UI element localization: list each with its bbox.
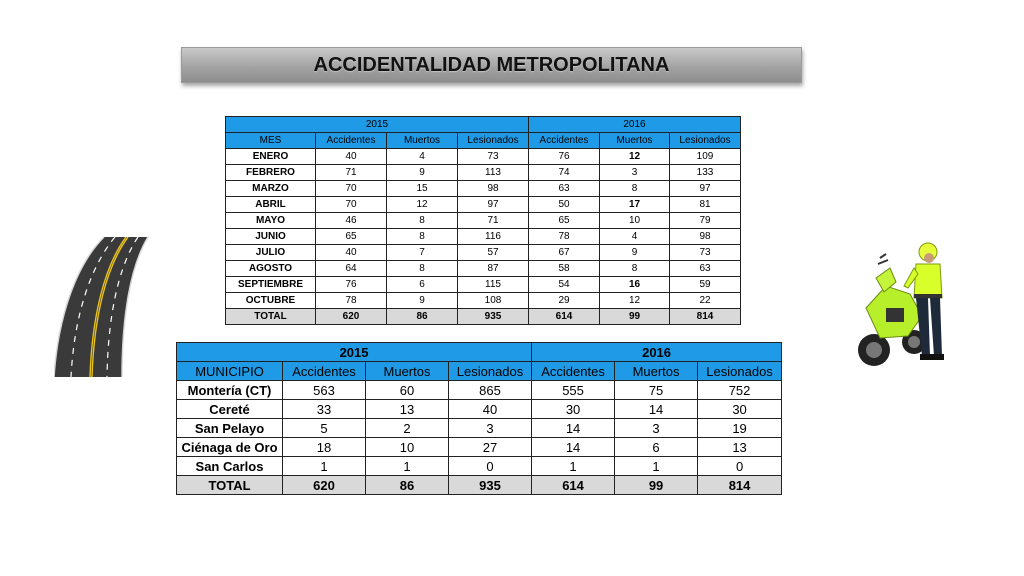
value-cell: 17 — [600, 197, 670, 213]
value-cell: 54 — [529, 277, 600, 293]
total-cell: 614 — [529, 309, 600, 325]
table-row — [226, 293, 741, 309]
table-row — [226, 165, 741, 181]
total-cell: 814 — [698, 476, 782, 495]
column-header-row — [177, 362, 782, 381]
value-cell: 8 — [387, 261, 458, 277]
table-row — [226, 277, 741, 293]
value-cell: 1 — [532, 457, 615, 476]
value-cell: 75 — [615, 381, 698, 400]
value-cell: 63 — [529, 181, 600, 197]
value-cell: 9 — [387, 293, 458, 309]
value-cell: 14 — [532, 419, 615, 438]
value-cell: 10 — [366, 438, 449, 457]
title-banner — [181, 47, 802, 83]
value-cell: 27 — [449, 438, 532, 457]
value-cell: 1 — [283, 457, 366, 476]
year-header-row — [226, 117, 741, 133]
total-label: TOTAL — [177, 476, 283, 495]
value-cell: 65 — [529, 213, 600, 229]
value-cell: 63 — [670, 261, 741, 277]
municipal-accidents-table — [176, 342, 782, 495]
month-cell: MAYO — [226, 213, 316, 229]
value-cell: 6 — [387, 277, 458, 293]
total-row — [177, 476, 782, 495]
value-cell: 3 — [615, 419, 698, 438]
value-cell: 19 — [698, 419, 782, 438]
municipality-cell: Montería (CT) — [177, 381, 283, 400]
month-cell: OCTUBRE — [226, 293, 316, 309]
road-illustration — [54, 237, 150, 377]
column-header: Accidentes — [532, 362, 615, 381]
column-header: MUNICIPIO — [177, 362, 283, 381]
value-cell: 865 — [449, 381, 532, 400]
value-cell: 563 — [283, 381, 366, 400]
value-cell: 40 — [316, 149, 387, 165]
value-cell: 30 — [532, 400, 615, 419]
value-cell: 16 — [600, 277, 670, 293]
month-cell: AGOSTO — [226, 261, 316, 277]
total-cell: 86 — [366, 476, 449, 495]
value-cell: 22 — [670, 293, 741, 309]
table-row — [226, 213, 741, 229]
value-cell: 14 — [615, 400, 698, 419]
column-header: MES — [226, 133, 316, 149]
column-header: Muertos — [387, 133, 458, 149]
municipality-cell: Ciénaga de Oro — [177, 438, 283, 457]
value-cell: 115 — [458, 277, 529, 293]
table-row — [177, 419, 782, 438]
column-header: Accidentes — [316, 133, 387, 149]
value-cell: 46 — [316, 213, 387, 229]
municipality-cell: San Carlos — [177, 457, 283, 476]
value-cell: 6 — [615, 438, 698, 457]
value-cell: 70 — [316, 181, 387, 197]
value-cell: 1 — [366, 457, 449, 476]
year-2016-header: 2016 — [529, 117, 741, 133]
value-cell: 109 — [670, 149, 741, 165]
value-cell: 70 — [316, 197, 387, 213]
value-cell: 13 — [698, 438, 782, 457]
total-cell: 935 — [458, 309, 529, 325]
value-cell: 10 — [600, 213, 670, 229]
year-header-row — [177, 343, 782, 362]
value-cell: 78 — [529, 229, 600, 245]
value-cell: 78 — [316, 293, 387, 309]
column-header: Accidentes — [283, 362, 366, 381]
month-cell: MARZO — [226, 181, 316, 197]
column-header: Lesionados — [670, 133, 741, 149]
value-cell: 64 — [316, 261, 387, 277]
value-cell: 71 — [458, 213, 529, 229]
value-cell: 50 — [529, 197, 600, 213]
value-cell: 33 — [283, 400, 366, 419]
value-cell: 81 — [670, 197, 741, 213]
value-cell: 0 — [449, 457, 532, 476]
month-cell: FEBRERO — [226, 165, 316, 181]
value-cell: 98 — [670, 229, 741, 245]
value-cell: 87 — [458, 261, 529, 277]
month-cell: ABRIL — [226, 197, 316, 213]
total-cell: 814 — [670, 309, 741, 325]
value-cell: 76 — [529, 149, 600, 165]
value-cell: 3 — [600, 165, 670, 181]
year-2015-header: 2015 — [177, 343, 532, 362]
value-cell: 60 — [366, 381, 449, 400]
value-cell: 76 — [316, 277, 387, 293]
value-cell: 98 — [458, 181, 529, 197]
total-label: TOTAL — [226, 309, 316, 325]
value-cell: 97 — [670, 181, 741, 197]
year-2015-header: 2015 — [226, 117, 529, 133]
table-row — [177, 457, 782, 476]
total-cell: 935 — [449, 476, 532, 495]
value-cell: 4 — [600, 229, 670, 245]
value-cell: 14 — [532, 438, 615, 457]
value-cell: 752 — [698, 381, 782, 400]
value-cell: 58 — [529, 261, 600, 277]
value-cell: 4 — [387, 149, 458, 165]
municipality-cell: San Pelayo — [177, 419, 283, 438]
month-cell: JUNIO — [226, 229, 316, 245]
value-cell: 5 — [283, 419, 366, 438]
value-cell: 3 — [449, 419, 532, 438]
value-cell: 133 — [670, 165, 741, 181]
total-cell: 620 — [316, 309, 387, 325]
value-cell: 113 — [458, 165, 529, 181]
value-cell: 8 — [600, 261, 670, 277]
table-row — [226, 197, 741, 213]
total-row — [226, 309, 741, 325]
total-cell: 86 — [387, 309, 458, 325]
value-cell: 13 — [366, 400, 449, 419]
value-cell: 73 — [670, 245, 741, 261]
value-cell: 71 — [316, 165, 387, 181]
monthly-accidents-table — [225, 116, 741, 325]
column-header: Lesionados — [698, 362, 782, 381]
column-header-row — [226, 133, 741, 149]
table-row — [177, 381, 782, 400]
value-cell: 30 — [698, 400, 782, 419]
value-cell: 108 — [458, 293, 529, 309]
value-cell: 40 — [449, 400, 532, 419]
value-cell: 65 — [316, 229, 387, 245]
value-cell: 97 — [458, 197, 529, 213]
column-header: Muertos — [600, 133, 670, 149]
table-row — [177, 400, 782, 419]
value-cell: 9 — [387, 165, 458, 181]
value-cell: 555 — [532, 381, 615, 400]
total-cell: 99 — [615, 476, 698, 495]
total-cell: 620 — [283, 476, 366, 495]
column-header: Accidentes — [529, 133, 600, 149]
value-cell: 12 — [387, 197, 458, 213]
value-cell: 18 — [283, 438, 366, 457]
table-row — [226, 245, 741, 261]
table-row — [226, 229, 741, 245]
month-cell: JULIO — [226, 245, 316, 261]
municipality-cell: Cereté — [177, 400, 283, 419]
traffic-officer-motorcycle-illustration — [852, 238, 948, 374]
column-header: Lesionados — [458, 133, 529, 149]
value-cell: 7 — [387, 245, 458, 261]
table-row — [226, 149, 741, 165]
value-cell: 15 — [387, 181, 458, 197]
column-header: Lesionados — [449, 362, 532, 381]
value-cell: 67 — [529, 245, 600, 261]
value-cell: 57 — [458, 245, 529, 261]
value-cell: 40 — [316, 245, 387, 261]
total-cell: 614 — [532, 476, 615, 495]
value-cell: 2 — [366, 419, 449, 438]
value-cell: 59 — [670, 277, 741, 293]
table-row — [226, 181, 741, 197]
table-row — [226, 261, 741, 277]
value-cell: 8 — [387, 229, 458, 245]
month-cell: SEPTIEMBRE — [226, 277, 316, 293]
value-cell: 0 — [698, 457, 782, 476]
month-cell: ENERO — [226, 149, 316, 165]
value-cell: 73 — [458, 149, 529, 165]
page-title: ACCIDENTALIDAD METROPOLITANA — [313, 53, 670, 76]
value-cell: 1 — [615, 457, 698, 476]
value-cell: 9 — [600, 245, 670, 261]
value-cell: 8 — [387, 213, 458, 229]
value-cell: 79 — [670, 213, 741, 229]
value-cell: 12 — [600, 293, 670, 309]
value-cell: 12 — [600, 149, 670, 165]
column-header: Muertos — [366, 362, 449, 381]
value-cell: 74 — [529, 165, 600, 181]
total-cell: 99 — [600, 309, 670, 325]
value-cell: 8 — [600, 181, 670, 197]
value-cell: 116 — [458, 229, 529, 245]
column-header: Muertos — [615, 362, 698, 381]
year-2016-header: 2016 — [532, 343, 782, 362]
table-row — [177, 438, 782, 457]
value-cell: 29 — [529, 293, 600, 309]
